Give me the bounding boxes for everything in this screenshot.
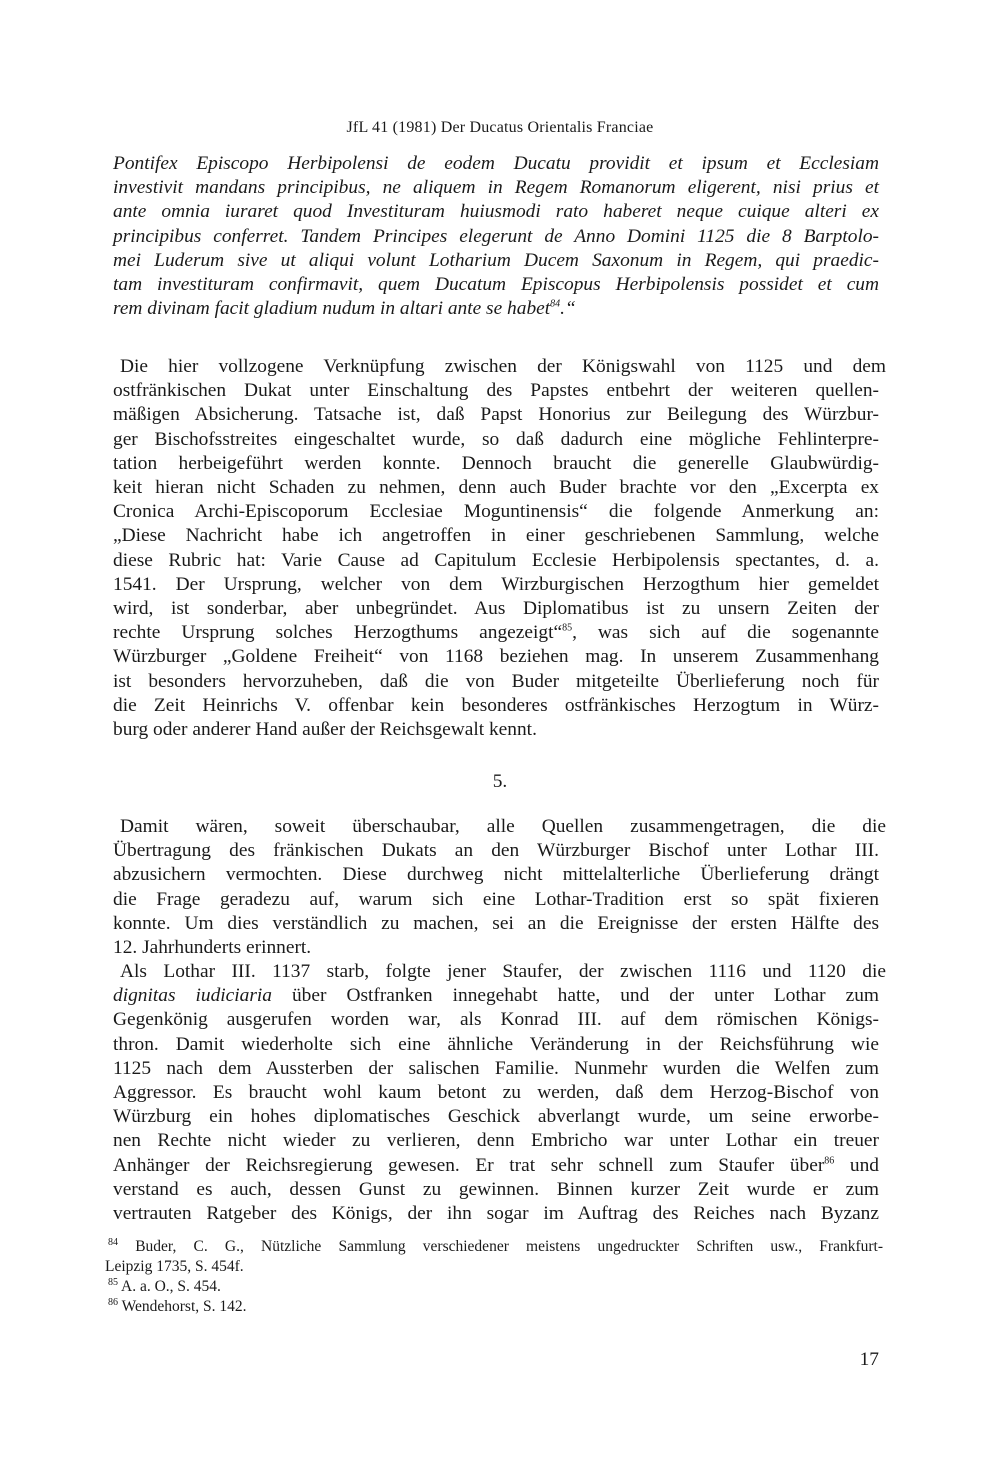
body-line: Aggressor. Es braucht wohl kaum betont zu werden, daß dem Herzog-Bischof von <box>113 1082 879 1104</box>
body-line: tation herbeigeführt werden konnte. Dennoch braucht die generelle Glaubwürdig- <box>113 452 879 474</box>
body-line: Übertragung des fränkischen Dukats an den Würzburger Bischof unter Lothar III. <box>113 840 879 862</box>
quote-line: mei Luderum sive ut aliqui volunt Lotharium Ducem Saxonum in Regem, qui praedic- <box>113 249 879 271</box>
body-line: vertrauten Ratgeber des Königs, der ihn sogar im Auftrag des Reiches nach Byzanz <box>113 1203 879 1225</box>
footnote-number: 84 <box>108 1236 118 1248</box>
body-text: Anhänger der Reichsregierung gewesen. Er trat sehr schnell zum Staufer über <box>113 1154 825 1176</box>
footnote-86 <box>105 1297 880 1317</box>
latin-quotation <box>113 152 879 321</box>
footnote-reference: 86 <box>824 1155 835 1167</box>
body-line: Würzburg ein hohes diplomatisches Geschick abverlangt wurde, um seine erworbe- <box>113 1106 879 1128</box>
body-line: verstand es auch, dessen Gunst zu gewinnen. Binnen kurzer Zeit wurde er zum <box>113 1178 879 1200</box>
body-line: ostfränkischen Dukat unter Einschaltung des Papstes entbehrt der weiteren quellen- <box>113 380 879 402</box>
quote-line: principibus conferret. Tandem Principes elegerunt de Anno Domini 1125 die 8 Barptolo- <box>113 225 879 247</box>
body-line: Cronica Archi-Episcoporum Ecclesiae Moguntinensis“ die folgende Anmerkung an: <box>113 501 879 523</box>
body-line: ist besonders hervorzuheben, daß die von Buder mitgeteilte Überlieferung noch für <box>113 670 879 692</box>
footnote-number: 85 <box>108 1276 118 1288</box>
body-line: nen Rechte nicht wieder zu verlieren, denn Embricho war unter Lothar ein treuer <box>113 1130 879 1152</box>
paragraph-2 <box>113 815 886 960</box>
body-line: Damit wären, soweit überschaubar, alle Quellen zusammengetragen, die die <box>120 816 886 837</box>
body-text: rechte Ursprung solches Herzogthums angezeigt“ <box>113 622 563 644</box>
quote-line: investivit mandans principibus, ne aliquem in Regem Romanorum eligerent, nisi prius et <box>113 177 879 199</box>
body-line: burg oder anderer Hand außer der Reichsgewalt kennt. <box>113 719 537 741</box>
body-line: abzusichern vermochten. Diese durchweg nicht mittelalterliche Überlieferung drängt <box>113 864 879 886</box>
footnote-84-continuation: Leipzig 1735, S. 454f. <box>105 1258 244 1275</box>
body-text: und <box>834 1154 880 1176</box>
quote-line: ante omnia iuraret quod Investituram huiusmodi rato haberet neque cuique alteri ex <box>113 201 879 223</box>
body-line: 12. Jahrhunderts erinnert. <box>113 937 312 959</box>
body-line: die Frage geradezu auf, warum sich eine Lothar-Tradition erst so spät fixieren <box>113 888 879 910</box>
section-number: 5. <box>492 771 508 792</box>
body-line: ger Bischofsstreites eingeschaltet wurde, so daß dadurch eine mögliche Fehlinterpre- <box>113 428 879 450</box>
body-text: über Ostfranken innegehabt hatte, und der unter Lothar zum <box>271 985 879 1007</box>
quote-line: tam investituram confirmavit, quem Ducatum Episcopus Herbipolensis possidet et cum <box>113 274 879 296</box>
body-line: wird, ist sonderbar, aber unbegründet. Aus Diplomatibus ist zu unsern Zeiten der <box>113 598 879 620</box>
footnote-text: Buder, C. G., Nützliche Sammlung verschiedener meistens ungedruckter Schriften usw., Frankfurt- <box>135 1238 883 1255</box>
body-line: Als Lothar III. 1137 starb, folgte jener Staufer, der zwischen 1116 und 1120 die <box>120 961 886 982</box>
quote-last-line <box>113 297 879 321</box>
body-line: thron. Damit wiederholte sich eine ähnliche Veränderung in der Reichsführung wie <box>113 1033 879 1055</box>
footnote-number: 86 <box>108 1296 118 1308</box>
footnote-reference: 85 <box>562 622 573 634</box>
footnote-text: Wendehorst, S. 142. <box>121 1298 247 1315</box>
body-line: „Diese Nachricht habe ich angetroffen in einer geschriebenen Sammlung, welche <box>113 525 879 547</box>
quote-closing: .“ <box>560 298 576 320</box>
body-line-with-italic <box>113 984 879 1008</box>
body-line: 1125 nach dem Aussterben der salischen Familie. Nunmehr wurden die Welfen zum <box>113 1057 879 1079</box>
footnote-reference: 84 <box>550 298 561 310</box>
footnotes <box>105 1236 883 1317</box>
paragraph-1 <box>113 355 886 742</box>
body-line: Würzburger „Goldene Freiheit“ von 1168 beziehen mag. In unserem Zusammenhang <box>113 646 879 668</box>
body-line: Die hier vollzogene Verknüpfung zwischen der Königswahl von 1125 und dem <box>120 356 886 377</box>
running-head: JfL 41 (1981) Der Ducatus Orientalis Franciae <box>346 119 654 136</box>
body-line: mäßigen Absicherung. Tatsache ist, daß Papst Honorius zur Beilegung des Würzbur- <box>113 404 879 426</box>
footnote-84 <box>105 1237 883 1257</box>
quote-line: rem divinam facit gladium nudum in altari ante se habet <box>113 298 551 320</box>
body-line: die Zeit Heinrichs V. offenbar kein besonderes ostfränkisches Herzogtum in Würz- <box>113 694 879 716</box>
footnote-85 <box>105 1277 880 1297</box>
body-text: , was sich auf die sogenannte <box>572 622 879 644</box>
italic-term: dignitas iudiciaria <box>113 985 272 1007</box>
body-line-with-footnote <box>113 1154 879 1178</box>
body-line: diese Rubric hat: Varie Cause ad Capitulum Ecclesie Herbipolensis spectantes, d. a. <box>113 549 879 571</box>
body-line: keit hieran nicht Schaden zu nehmen, denn auch Buder brachte vor den „Excerpta ex <box>113 477 879 499</box>
footnote-text: A. a. O., S. 454. <box>121 1278 221 1295</box>
body-line: konnte. Um dies verständlich zu machen, sei an die Ereignisse der ersten Hälfte des <box>113 912 879 934</box>
page-number: 17 <box>859 1349 879 1370</box>
body-line: 1541. Der Ursprung, welcher von dem Wirzburgischen Herzogthum hier gemeldet <box>113 573 879 595</box>
body-line: Gegenkönig ausgerufen worden war, als Konrad III. auf dem römischen Königs- <box>113 1009 879 1031</box>
paragraph-3 <box>113 960 886 1226</box>
body-line-with-footnote <box>113 621 879 645</box>
quote-line: Pontifex Episcopo Herbipolensi de eodem Ducatu providit et ipsum et Ecclesiam <box>113 153 879 174</box>
